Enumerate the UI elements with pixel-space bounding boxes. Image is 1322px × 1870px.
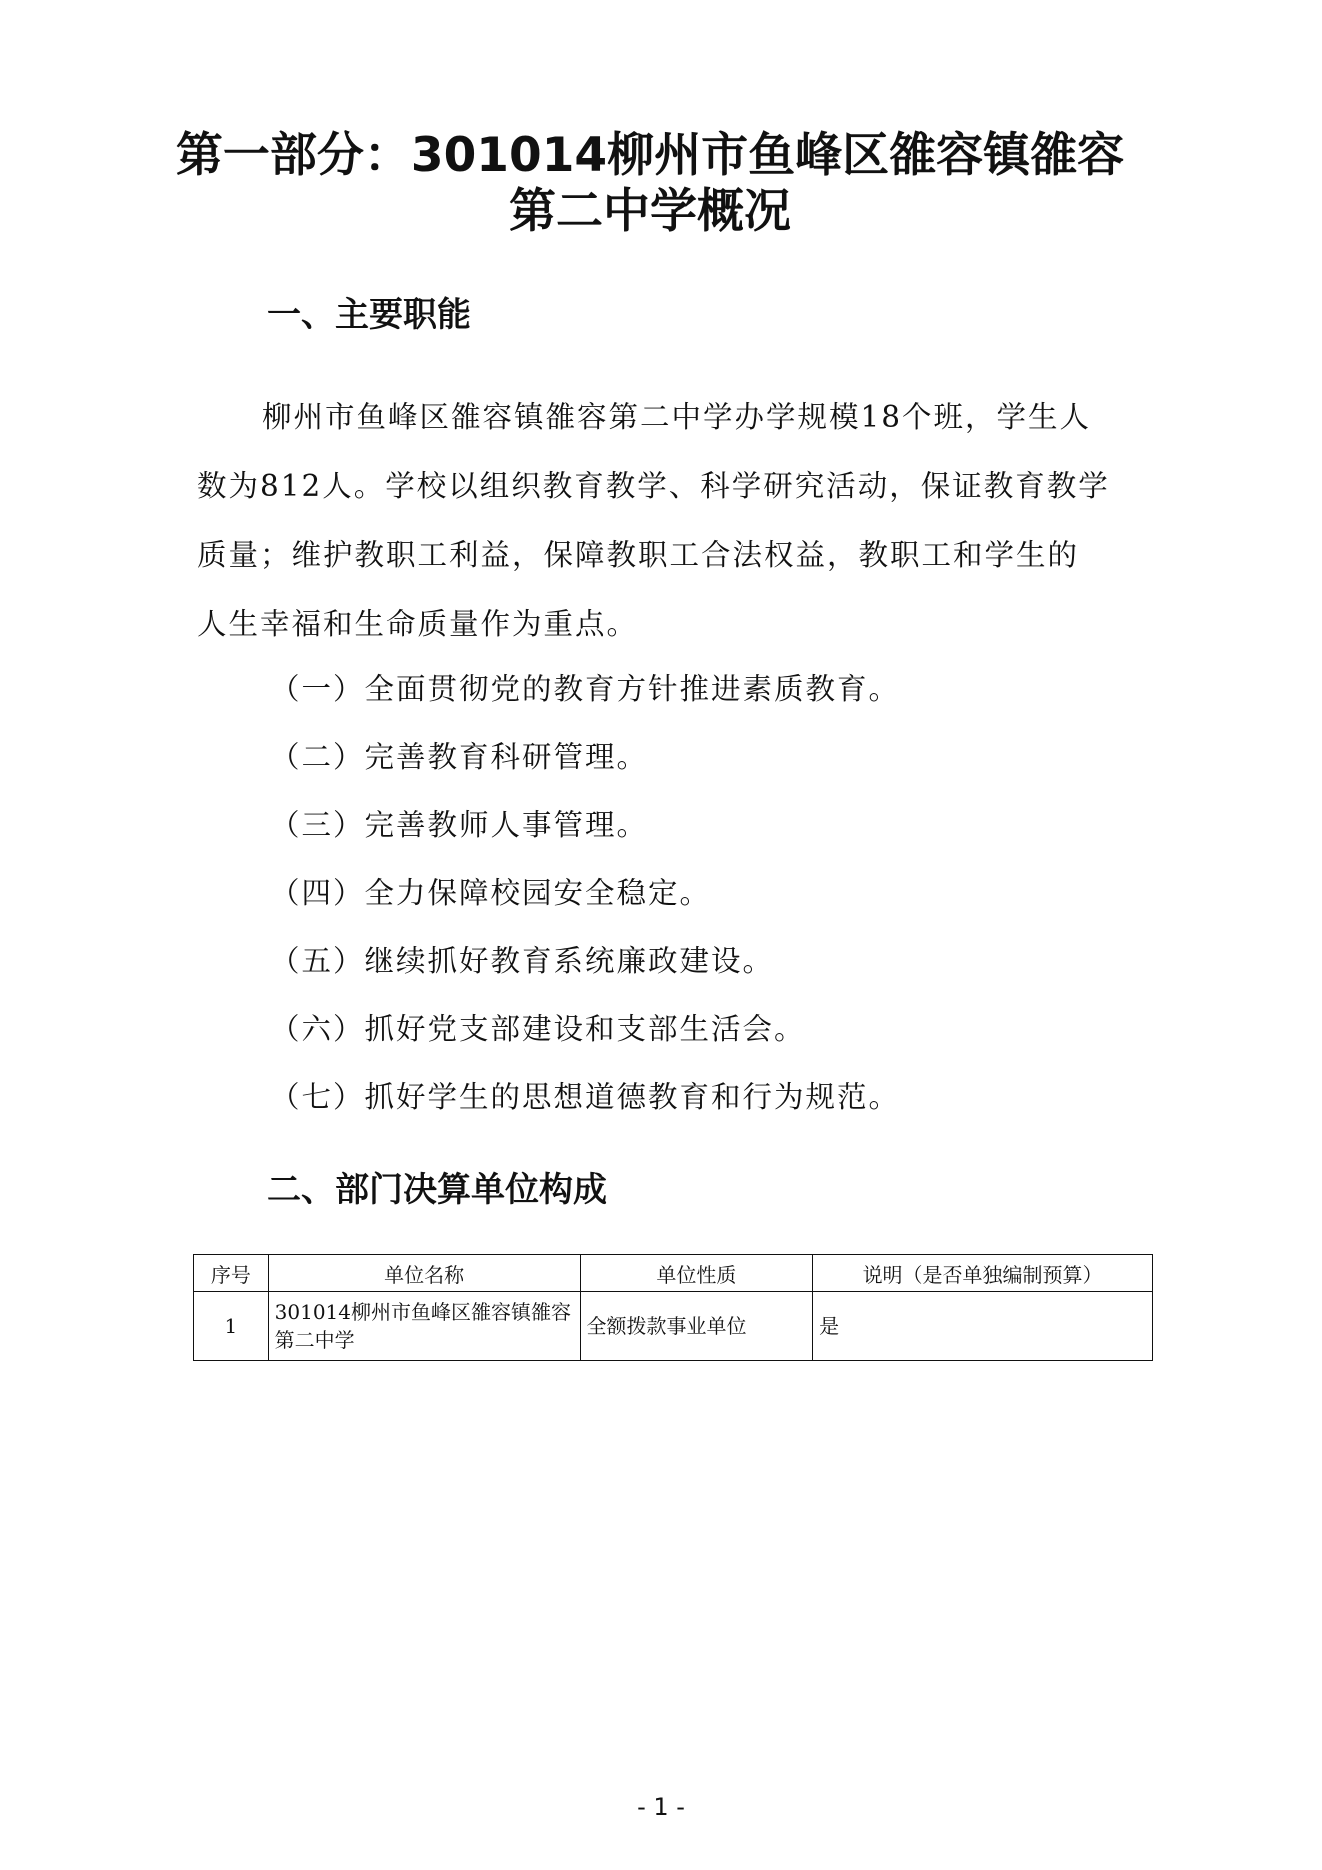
main-functions-paragraph	[197, 383, 1157, 659]
cell-nature: 全额拨款事业单位	[580, 1292, 813, 1361]
page-title-line-1: 第一部分：301014柳州市鱼峰区雒容镇雒容	[175, 128, 1125, 183]
column-header-note: 说明（是否单独编制预算）	[813, 1255, 1153, 1292]
paragraph-line: 人生幸福和生命质量作为重点。	[197, 607, 639, 641]
paragraph-line: 柳州市鱼峰区雒容镇雒容第二中学办学规模18个班，学生人	[262, 400, 1092, 434]
page-title	[150, 128, 1150, 240]
page-number: - 1 -	[637, 1793, 685, 1821]
cell-note: 是	[813, 1292, 1153, 1361]
list-item: （七）抓好学生的思想道德教育和行为规范。	[270, 1080, 901, 1114]
list-item: （一）全面贯彻党的教育方针推进素质教育。	[270, 672, 901, 706]
paragraph-line: 数为812人。学校以组织教育教学、科学研究活动，保证教育教学	[197, 469, 1110, 503]
page-title-line-2: 第二中学概况	[509, 184, 791, 239]
section-heading-unit-composition: 二、部门决算单位构成	[267, 1170, 607, 1210]
functions-list	[270, 655, 900, 1131]
list-item: （二）完善教育科研管理。	[270, 740, 649, 774]
unit-composition-table	[193, 1254, 1153, 1361]
list-item: （四）全力保障校园安全稳定。	[270, 876, 712, 910]
column-header-nature: 单位性质	[580, 1255, 813, 1292]
cell-name: 301014柳州市鱼峰区雒容镇雒容第二中学	[268, 1292, 580, 1361]
column-header-seq: 序号	[194, 1255, 269, 1292]
cell-seq: 1	[194, 1292, 269, 1361]
column-header-name: 单位名称	[268, 1255, 580, 1292]
table-row	[194, 1292, 1153, 1361]
list-item: （五）继续抓好教育系统廉政建设。	[270, 944, 775, 978]
list-item: （六）抓好党支部建设和支部生活会。	[270, 1012, 806, 1046]
table-header-row	[194, 1255, 1153, 1292]
paragraph-line: 质量；维护教职工利益，保障教职工合法权益，教职工和学生的	[197, 538, 1080, 572]
section-heading-main-functions: 一、主要职能	[267, 295, 471, 335]
list-item: （三）完善教师人事管理。	[270, 808, 649, 842]
